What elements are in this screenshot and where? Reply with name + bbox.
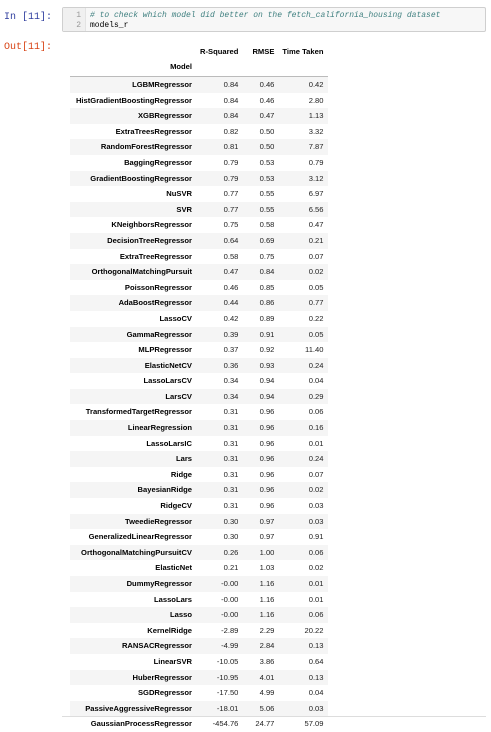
table-row (70, 685, 328, 701)
table-row (70, 327, 328, 343)
table-row (70, 545, 328, 561)
output-prompt: Out[11]: (4, 42, 53, 53)
table-row (70, 654, 328, 670)
table-row (70, 373, 328, 389)
rmse-cell: 0.53 (259, 157, 275, 167)
time-taken-cell: 0.07 (308, 251, 324, 261)
r-squared-cell: 0.31 (223, 469, 239, 479)
cell-divider (62, 716, 486, 717)
model-name-cell: AdaBoostRegressor (118, 298, 192, 308)
table-row (70, 467, 328, 483)
table-row (70, 249, 328, 265)
table-row (70, 171, 328, 187)
model-name-cell: ExtraTreesRegressor (115, 126, 192, 136)
model-name-cell: BayesianRidge (137, 485, 192, 495)
code-line[interactable]: models_r (90, 21, 129, 30)
model-name-cell: LinearSVR (153, 656, 192, 666)
time-taken-cell: 3.32 (308, 126, 324, 136)
rmse-cell: 0.94 (259, 376, 275, 386)
rmse-cell: 0.50 (259, 126, 275, 136)
time-taken-cell: 0.42 (308, 80, 324, 89)
r-squared-cell: -0.00 (221, 610, 239, 620)
time-taken-cell: 1.13 (308, 111, 324, 121)
model-name-cell: KNeighborsRegressor (111, 220, 192, 230)
time-taken-cell: 0.01 (308, 438, 324, 448)
column-header-rmse: RMSE (252, 47, 275, 56)
model-name-cell: GeneralizedLinearRegressor (88, 532, 192, 542)
time-taken-cell: 0.01 (308, 594, 324, 604)
model-name-cell: PassiveAggressiveRegressor (85, 703, 192, 713)
time-taken-cell: 2.80 (308, 95, 324, 105)
rmse-cell: 0.47 (259, 111, 275, 121)
model-name-cell: GammaRegressor (126, 329, 192, 339)
time-taken-cell: 0.77 (308, 298, 324, 308)
model-name-cell: LinearRegression (127, 423, 192, 433)
model-name-cell: ElasticNetCV (144, 360, 192, 370)
table-row (70, 404, 328, 420)
model-name-cell: LassoLarsCV (143, 376, 192, 386)
header-blank (278, 58, 327, 77)
r-squared-cell: -18.01 (216, 703, 239, 713)
rmse-cell: 0.96 (259, 407, 275, 417)
model-name-cell: NuSVR (166, 189, 192, 199)
table-row (70, 716, 328, 732)
table-row (70, 529, 328, 545)
time-taken-cell: 6.97 (308, 189, 324, 199)
time-taken-cell: 20.22 (304, 625, 324, 635)
time-taken-cell: 0.03 (308, 501, 324, 511)
r-squared-cell: 0.81 (223, 142, 239, 152)
table-row (70, 670, 328, 686)
model-name-cell: ElasticNet (155, 563, 192, 573)
time-taken-cell: 0.79 (308, 157, 324, 167)
header-blank (70, 46, 196, 58)
rmse-cell: 3.86 (259, 656, 275, 666)
model-name-cell: KernelRidge (147, 625, 192, 635)
time-taken-cell: 0.01 (308, 579, 324, 588)
model-name-cell: LarsCV (165, 391, 192, 401)
rmse-cell: 0.92 (259, 345, 275, 355)
time-taken-cell: 0.16 (308, 423, 324, 433)
dataframe-table (70, 46, 328, 732)
model-name-cell: LGBMRegressor (132, 80, 192, 89)
time-taken-cell: 0.03 (308, 516, 324, 526)
table-row (70, 155, 328, 171)
rmse-cell: 0.55 (259, 204, 275, 214)
table-row (70, 701, 328, 717)
r-squared-cell: 0.34 (223, 391, 239, 401)
model-name-cell: SGDRegressor (137, 688, 192, 698)
rmse-cell: 4.99 (259, 688, 275, 698)
model-name-cell: HistGradientBoostingRegressor (75, 95, 192, 105)
model-name-cell: BaggingRegressor (124, 157, 192, 167)
rmse-cell: 0.91 (259, 329, 275, 339)
rmse-cell: 0.96 (259, 469, 275, 479)
model-name-cell: RidgeCV (160, 501, 192, 511)
table-row (70, 280, 328, 296)
model-name-cell: RANSACRegressor (121, 641, 192, 651)
time-taken-cell: 6.56 (308, 204, 324, 214)
time-taken-cell: 0.13 (308, 672, 324, 682)
r-squared-cell: 0.36 (223, 360, 239, 370)
time-taken-cell: 0.22 (308, 313, 324, 323)
rmse-cell: 5.06 (259, 703, 275, 713)
rmse-cell: 0.96 (259, 454, 275, 464)
r-squared-cell: 0.39 (223, 329, 239, 339)
rmse-cell: 0.89 (259, 313, 275, 323)
model-name-cell: LassoLarsIC (146, 438, 192, 448)
rmse-cell: 0.96 (259, 423, 275, 433)
table-row (70, 514, 328, 530)
rmse-cell: 0.96 (259, 438, 275, 448)
r-squared-cell: 0.58 (223, 251, 239, 261)
rmse-cell: 0.96 (259, 501, 275, 511)
r-squared-cell: 0.47 (223, 267, 239, 277)
table-row (70, 93, 328, 109)
rmse-cell: 0.46 (259, 95, 275, 105)
r-squared-cell: 0.84 (223, 111, 239, 121)
r-squared-cell: 0.30 (223, 516, 239, 526)
r-squared-cell: 0.64 (223, 235, 239, 245)
header-blank (242, 58, 278, 77)
time-taken-cell: 0.06 (308, 407, 324, 417)
table-row (70, 451, 328, 467)
model-name-cell: SVR (176, 204, 192, 214)
model-name-cell: ExtraTreeRegressor (119, 251, 192, 261)
time-taken-cell: 0.03 (308, 703, 324, 713)
table-row (70, 202, 328, 218)
time-taken-cell: 0.07 (308, 469, 324, 479)
r-squared-cell: -454.76 (212, 719, 239, 729)
code-cell[interactable] (62, 7, 486, 32)
time-taken-cell: 0.13 (308, 641, 324, 651)
r-squared-cell: 0.31 (223, 423, 239, 433)
line-number: 1 (76, 11, 81, 20)
model-name-cell: Lasso (170, 610, 192, 620)
rmse-cell: 0.55 (259, 189, 275, 199)
input-prompt: In [11]: (4, 12, 53, 23)
model-name-cell: RandomForestRegressor (100, 142, 192, 152)
time-taken-cell: 0.05 (308, 282, 324, 292)
r-squared-cell: 0.84 (223, 80, 239, 89)
rmse-cell: 0.86 (259, 298, 275, 308)
time-taken-cell: 0.02 (308, 485, 324, 495)
table-row (70, 436, 328, 452)
r-squared-cell: 0.30 (223, 532, 239, 542)
model-name-cell: OrthogonalMatchingPursuitCV (81, 547, 192, 557)
rmse-cell: 4.01 (259, 672, 275, 682)
time-taken-cell: 0.02 (308, 267, 324, 277)
r-squared-cell: 0.44 (223, 298, 239, 308)
rmse-cell: 2.84 (259, 641, 275, 651)
index-name: Model (70, 58, 196, 77)
table-row (70, 576, 328, 592)
header-blank (196, 58, 242, 77)
model-name-cell: LassoCV (159, 313, 192, 323)
rmse-cell: 0.53 (259, 173, 275, 183)
rmse-cell: 24.77 (255, 719, 275, 729)
table-body (70, 77, 328, 732)
time-taken-cell: 0.04 (308, 376, 324, 386)
rmse-cell: 0.69 (259, 235, 275, 245)
column-header-time-taken: Time Taken (282, 47, 324, 56)
r-squared-cell: -2.89 (221, 625, 239, 635)
rmse-cell: 0.93 (259, 360, 275, 370)
r-squared-cell: 0.82 (223, 126, 239, 136)
column-header-row (70, 46, 328, 58)
model-name-cell: PoissonRegressor (124, 282, 192, 292)
model-name-cell: Lars (175, 454, 192, 464)
r-squared-cell: 0.79 (223, 173, 239, 183)
rmse-cell: 0.75 (259, 251, 275, 261)
rmse-cell: 0.97 (259, 532, 275, 542)
rmse-cell: 1.16 (259, 610, 275, 620)
time-taken-cell: 0.06 (308, 610, 324, 620)
r-squared-cell: 0.31 (223, 485, 239, 495)
table-row (70, 482, 328, 498)
model-name-cell: LassoLars (154, 594, 192, 604)
time-taken-cell: 0.47 (308, 220, 324, 230)
model-name-cell: MLPRegressor (138, 345, 192, 355)
model-name-cell: GaussianProcessRegressor (90, 719, 192, 729)
table-row (70, 638, 328, 654)
time-taken-cell: 7.87 (308, 142, 324, 152)
r-squared-cell: 0.37 (223, 345, 239, 355)
time-taken-cell: 11.40 (305, 345, 324, 355)
model-name-cell: HuberRegressor (132, 672, 192, 682)
table-row (70, 420, 328, 436)
time-taken-cell: 3.12 (308, 173, 324, 183)
r-squared-cell: -10.95 (216, 672, 239, 682)
model-name-cell: DecisionTreeRegressor (107, 235, 192, 245)
time-taken-cell: 0.64 (308, 656, 324, 666)
table-row (70, 311, 328, 327)
r-squared-cell: -0.00 (221, 579, 239, 588)
r-squared-cell: -17.50 (216, 688, 239, 698)
model-name-cell: XGBRegressor (137, 111, 192, 121)
time-taken-cell: 0.91 (308, 532, 324, 542)
table-row (70, 592, 328, 608)
table-row (70, 108, 328, 124)
rmse-cell: 0.94 (259, 391, 275, 401)
r-squared-cell: 0.46 (223, 282, 239, 292)
rmse-cell: 0.58 (259, 220, 275, 230)
r-squared-cell: 0.31 (223, 438, 239, 448)
index-header-row (70, 58, 328, 77)
time-taken-cell: 0.24 (308, 360, 324, 370)
rmse-cell: 0.97 (259, 516, 275, 526)
table-row (70, 139, 328, 155)
rmse-cell: 1.16 (259, 594, 275, 604)
time-taken-cell: 0.21 (308, 235, 324, 245)
table-row (70, 217, 328, 233)
table-row (70, 358, 328, 374)
rmse-cell: 1.03 (259, 563, 275, 573)
model-name-cell: DummyRegressor (126, 579, 192, 588)
r-squared-cell: -4.99 (221, 641, 239, 651)
table-row (70, 342, 328, 358)
table-row (70, 498, 328, 514)
rmse-cell: 0.96 (259, 485, 275, 495)
time-taken-cell: 0.02 (308, 563, 324, 573)
time-taken-cell: 57.09 (304, 719, 324, 729)
time-taken-cell: 0.06 (308, 547, 324, 557)
rmse-cell: 0.84 (259, 267, 275, 277)
time-taken-cell: 0.05 (308, 329, 324, 339)
line-number: 2 (76, 21, 81, 30)
r-squared-cell: 0.75 (223, 220, 239, 230)
r-squared-cell: 0.79 (223, 157, 239, 167)
model-name-cell: GradientBoostingRegressor (90, 173, 192, 183)
model-name-cell: OrthogonalMatchingPursuit (91, 267, 192, 277)
model-name-cell: Ridge (170, 469, 192, 479)
r-squared-cell: 0.84 (223, 95, 239, 105)
table-row (70, 389, 328, 405)
r-squared-cell: 0.77 (223, 189, 239, 199)
table-row (70, 233, 328, 249)
column-header-r-squared: R-Squared (200, 47, 239, 56)
table-row (70, 560, 328, 576)
table-row (70, 623, 328, 639)
table-row (70, 77, 328, 93)
r-squared-cell: 0.31 (223, 407, 239, 417)
rmse-cell: 0.50 (259, 142, 275, 152)
r-squared-cell: 0.77 (223, 204, 239, 214)
code-line-comment[interactable]: # to check which model did better on the fetch_california_housing dataset (90, 11, 441, 20)
table-row (70, 124, 328, 140)
rmse-cell: 1.16 (259, 579, 275, 588)
model-name-cell: TweedieRegressor (125, 516, 192, 526)
r-squared-cell: -10.05 (216, 656, 239, 666)
r-squared-cell: 0.42 (223, 313, 239, 323)
time-taken-cell: 0.24 (308, 454, 324, 464)
rmse-cell: 2.29 (259, 625, 275, 635)
rmse-cell: 1.00 (259, 547, 275, 557)
time-taken-cell: 0.04 (308, 688, 324, 698)
table-row (70, 186, 328, 202)
rmse-cell: 0.85 (259, 282, 275, 292)
model-name-cell: TransformedTargetRegressor (85, 407, 192, 417)
table-row (70, 607, 328, 623)
time-taken-cell: 0.29 (308, 391, 324, 401)
table-row (70, 295, 328, 311)
r-squared-cell: 0.31 (223, 454, 239, 464)
rmse-cell: 0.46 (259, 80, 275, 89)
r-squared-cell: -0.00 (221, 594, 239, 604)
r-squared-cell: 0.26 (223, 547, 239, 557)
r-squared-cell: 0.34 (223, 376, 239, 386)
r-squared-cell: 0.21 (223, 563, 239, 573)
r-squared-cell: 0.31 (223, 501, 239, 511)
table-row (70, 264, 328, 280)
